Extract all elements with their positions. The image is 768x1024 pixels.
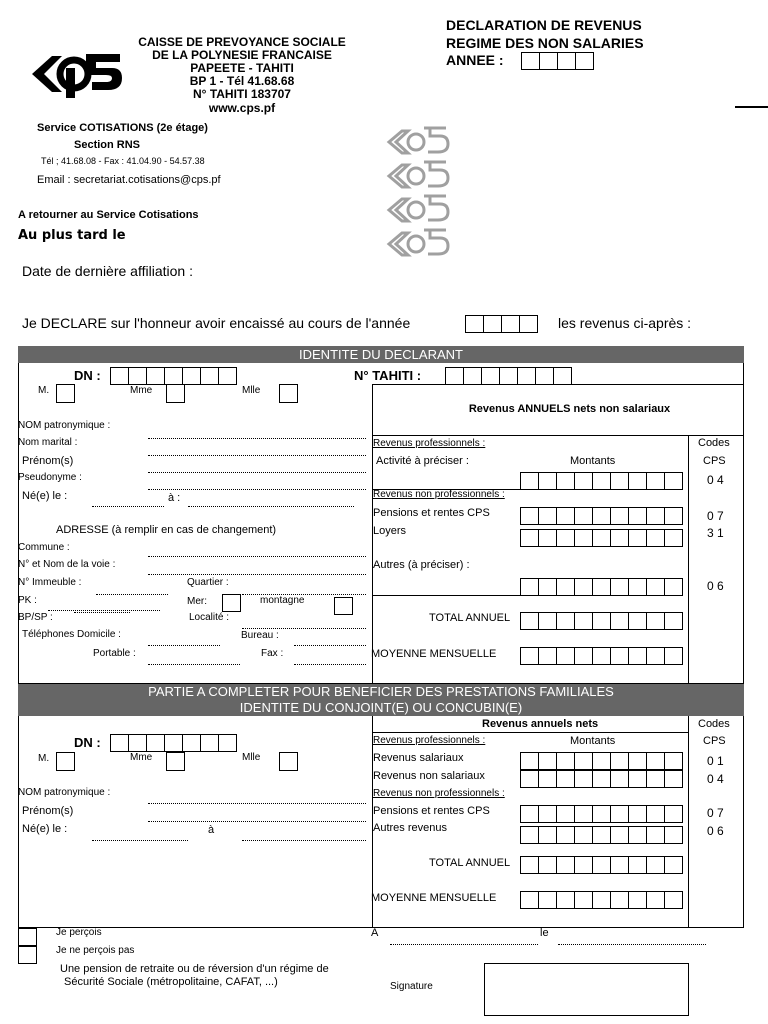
tahiti-label: N° TAHITI : (354, 368, 422, 383)
loyers-amount-input[interactable] (520, 529, 683, 547)
code-07: 0 7 (707, 509, 724, 523)
section2-title-rule (372, 732, 688, 733)
form-title: DECLARATION DE REVENUS (446, 17, 642, 33)
conjoint-cps-header: CPS (703, 735, 726, 747)
org-city: PAPEETE - TAHITI (190, 61, 294, 75)
declare-year-input[interactable] (465, 315, 538, 333)
pensions-label: Pensions et rentes CPS (373, 507, 490, 519)
conjoint-mme-label: Mme (130, 752, 153, 763)
form-subtitle: REGIME DES NON SALARIES (446, 35, 644, 51)
bpsp-label: BP/SP : (18, 612, 53, 623)
service-tel: Tél ; 41.68.08 - Fax : 41.04.90 - 54.57.38 (41, 156, 205, 166)
section2-codes-rule (688, 716, 689, 928)
tel-domicile-field[interactable] (148, 645, 220, 646)
conjoint-montants-header: Montants (570, 735, 616, 747)
declare-text-end: les revenus ci-après : (558, 315, 692, 331)
section-conjoint-band (18, 684, 744, 716)
pseudonyme-label: Pseudonyme : (18, 472, 82, 483)
conjoint-m-label: M. (38, 753, 50, 764)
conjoint-dn-input[interactable] (110, 734, 237, 752)
naissance-lieu-label: à : (168, 492, 181, 504)
conjoint-code-07: 0 7 (707, 806, 724, 820)
prestations-heading: PARTIE A COMPLETER POUR BENEFICIER DES PRESTATIONS FAMILIALES (148, 684, 614, 699)
org-website: www.cps.pf (208, 101, 276, 115)
conjoint-m-checkbox[interactable] (56, 752, 75, 771)
conjoint-moyenne-input[interactable] (520, 891, 683, 909)
header-dash (735, 106, 768, 108)
pension-text-2: Sécurité Sociale (métropolitaine, CAFAT, ...) (64, 976, 278, 988)
prenom-field[interactable] (148, 472, 366, 473)
naissance-date-field[interactable] (92, 506, 164, 507)
conjoint-naissance-label: Né(e) le : (22, 823, 68, 835)
bpsp-field[interactable] (74, 612, 130, 613)
moyenne-mensuelle-label: MOYENNE MENSUELLE (371, 648, 497, 660)
percois-checkbox[interactable] (18, 928, 37, 946)
conjoint-prenom-field[interactable] (148, 821, 366, 822)
prenom-label: Prénom(s) (22, 455, 74, 467)
org-name-2: DE LA POLYNESIE FRANCAISE (152, 48, 332, 62)
moyenne-mensuelle-input[interactable] (520, 647, 683, 665)
montagne-label: montagne (260, 595, 305, 606)
revenus-title: Revenus ANNUELS nets non salariaux (468, 403, 671, 415)
conjoint-non-salariaux-input[interactable] (520, 770, 683, 788)
org-name-1: CAISSE DE PREVOYANCE SOCIALE (138, 35, 346, 49)
org-tahiti: N° TAHITI 183707 (193, 87, 291, 101)
lieu-field[interactable] (390, 944, 538, 945)
quartier-label: Quartier : (187, 577, 229, 588)
section-declarant-band: IDENTITE DU DECLARANT (18, 346, 744, 363)
activite-label: Activité à préciser : (376, 455, 469, 467)
civility-mme-label: Mme (130, 385, 153, 396)
service-section: Section RNS (74, 139, 141, 151)
dn-label: DN : (74, 368, 101, 383)
mer-checkbox[interactable] (222, 594, 241, 612)
pseudonyme-field[interactable] (148, 489, 366, 490)
fax-label: Fax : (261, 648, 284, 659)
pensions-amount-input[interactable] (520, 507, 683, 525)
conjoint-mlle-label: Mlle (242, 752, 261, 763)
signature-box[interactable] (484, 963, 689, 1016)
code-04: 0 4 (707, 473, 724, 487)
conjoint-naissance-lieu-label: à (208, 824, 215, 836)
commune-field[interactable] (148, 556, 366, 557)
fax-field[interactable] (294, 664, 366, 665)
civility-mme-checkbox[interactable] (166, 384, 185, 403)
adresse-heading: ADRESSE (à remplir en cas de changement) (56, 524, 277, 536)
civility-m-checkbox[interactable] (56, 384, 75, 403)
conjoint-prenom-label: Prénom(s) (22, 805, 74, 817)
annee-input[interactable] (521, 52, 594, 70)
signature-label: Signature (390, 981, 433, 992)
conjoint-naissance-lieu-field[interactable] (242, 840, 366, 841)
conjoint-rev-non-pro-label: Revenus non professionnels : (373, 788, 505, 799)
conjoint-revenus-title: Revenus annuels nets (482, 718, 599, 730)
cps-watermark-logos (386, 124, 452, 264)
conjoint-naissance-date-field[interactable] (92, 840, 188, 841)
conjoint-mme-checkbox[interactable] (166, 752, 185, 771)
commune-label: Commune : (18, 542, 70, 553)
loyers-label: Loyers (373, 525, 407, 537)
pk-field[interactable] (48, 610, 160, 611)
percois-pas-label: Je ne perçois pas (56, 945, 135, 956)
localite-field[interactable] (242, 628, 366, 629)
date-label: le (540, 927, 549, 939)
annee-label: ANNEE : (446, 52, 504, 68)
tahiti-input[interactable] (445, 367, 572, 385)
conjoint-total-input[interactable] (520, 856, 683, 874)
org-bp: BP 1 - Tél 41.68.68 (189, 74, 295, 88)
portable-label: Portable : (93, 648, 136, 659)
lieu-label: A (371, 927, 379, 939)
retour-deadline-label: Au plus tard le (18, 228, 126, 243)
conjoint-autres-label: Autres revenus (373, 822, 447, 834)
autres-label: Autres (à préciser) : (373, 559, 470, 571)
localite-label: Localité : (189, 612, 230, 623)
autres-line (372, 595, 520, 596)
voie-field[interactable] (148, 574, 366, 575)
conjoint-dn-label: DN : (74, 735, 101, 750)
cps-logo (30, 48, 126, 100)
activite-amount-input[interactable] (520, 472, 683, 490)
conjoint-salariaux-label: Revenus salariaux (373, 752, 464, 764)
pk-label: PK : (18, 595, 37, 606)
conjoint-non-salariaux-label: Revenus non salariaux (373, 770, 485, 782)
rev-non-pro-label: Revenus non professionnels : (373, 489, 505, 500)
dn-input[interactable] (110, 367, 237, 385)
code-06: 0 6 (707, 579, 724, 593)
total-annuel-input[interactable] (520, 612, 683, 630)
derniere-affiliation-label: Date de dernière affiliation : (22, 263, 193, 279)
conjoint-codes-header: Codes (698, 718, 730, 730)
bureau-label: Bureau : (241, 630, 279, 641)
codes-header: Codes (698, 437, 730, 449)
conjoint-code-04: 0 4 (707, 772, 724, 786)
retour-label: A retourner au Service Cotisations (18, 209, 199, 221)
conjoint-moyenne-label: MOYENNE MENSUELLE (371, 892, 497, 904)
conjoint-salariaux-input[interactable] (520, 752, 683, 770)
conjoint-pensions-input[interactable] (520, 805, 683, 823)
montagne-checkbox[interactable] (334, 597, 353, 615)
immeuble-label: N° Immeuble : (18, 577, 82, 588)
immeuble-field[interactable] (96, 594, 168, 595)
conjoint-mlle-checkbox[interactable] (279, 752, 298, 771)
percois-label: Je perçois (56, 927, 102, 938)
date-field[interactable] (558, 944, 706, 945)
codes-column-rule (688, 435, 689, 684)
conjoint-autres-input[interactable] (520, 826, 683, 844)
service-email: Email : secretariat.cotisations@cps.pf (37, 174, 221, 186)
civility-m-label: M. (38, 385, 50, 396)
montants-header: Montants (570, 455, 616, 467)
tel-domicile-label: Téléphones Domicile : (22, 629, 121, 640)
conjoint-rev-pro-label: Revenus professionnels : (373, 735, 486, 746)
naissance-label: Né(e) le : (22, 490, 68, 502)
nom-marital-label: Nom marital : (18, 437, 78, 448)
mer-label: Mer: (187, 596, 207, 607)
pension-text-1: Une pension de retraite ou de réversion d'un régime de (60, 963, 329, 975)
conjoint-nom-label: NOM patronymique : (18, 787, 111, 798)
total-annuel-label: TOTAL ANNUEL (429, 612, 511, 624)
voie-label: N° et Nom de la voie : (18, 559, 116, 570)
bureau-field[interactable] (294, 645, 366, 646)
conjoint-code-01: 0 1 (707, 754, 724, 768)
conjoint-total-label: TOTAL ANNUEL (429, 857, 511, 869)
nom-marital-field[interactable] (148, 455, 366, 456)
portable-field[interactable] (148, 664, 240, 665)
service-name: Service COTISATIONS (2e étage) (37, 122, 208, 134)
code-31: 3 1 (707, 526, 724, 540)
declare-text: Je DECLARE sur l'honneur avoir encaissé au cours de l'année (22, 315, 411, 331)
conjoint-nom-field[interactable] (148, 803, 366, 804)
cps-header: CPS (703, 455, 726, 467)
conjoint-pensions-label: Pensions et rentes CPS (373, 805, 490, 817)
civility-mlle-label: Mlle (242, 385, 261, 396)
civility-mlle-checkbox[interactable] (279, 384, 298, 403)
nom-patronymique-label: NOM patronymique : (18, 420, 111, 431)
conjoint-code-06: 0 6 (707, 824, 724, 838)
autres-amount-input[interactable] (520, 578, 683, 596)
rev-pro-label: Revenus professionnels : (373, 438, 486, 449)
conjoint-heading: IDENTITE DU CONJOINT(E) OU CONCUBIN(E) (239, 700, 523, 715)
naissance-lieu-field[interactable] (188, 506, 354, 507)
nom-patronymique-field[interactable] (148, 438, 366, 439)
percois-pas-checkbox[interactable] (18, 946, 37, 964)
